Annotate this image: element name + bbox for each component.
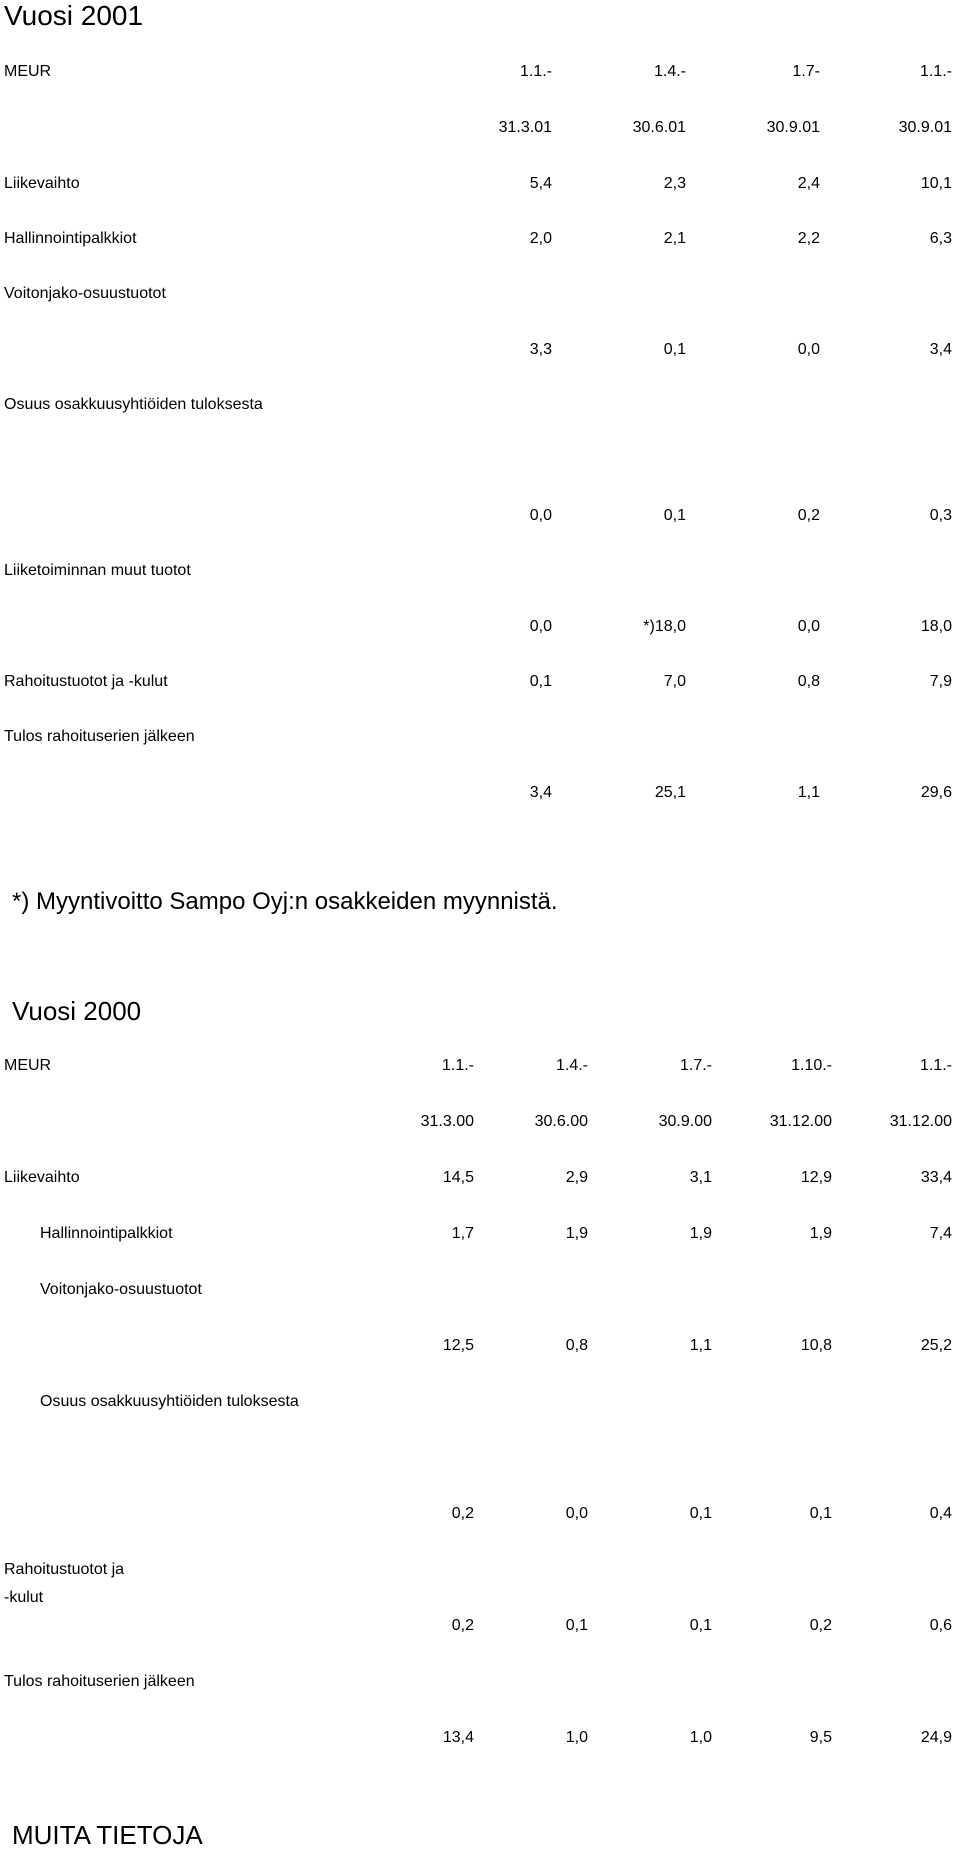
row-label-liikevaihto-2000: Liikevaihto bbox=[4, 1169, 80, 1186]
period-start-2000-q4: 1.10.- bbox=[791, 1057, 832, 1074]
row-label-tulos-2001: Tulos rahoituserien jälkeen bbox=[4, 728, 195, 745]
cell-liikevaihto-2001-ytd: 10,1 bbox=[920, 175, 952, 192]
cell-voitonjako-2000-ytd: 25,2 bbox=[920, 1337, 952, 1354]
row-label-rahoitustuotot-2001: Rahoitustuotot ja -kulut bbox=[4, 673, 168, 690]
row-label-tulos-2000: Tulos rahoituserien jälkeen bbox=[4, 1673, 195, 1690]
cell-hallinnointipalkkiot-2001-ytd: 6,3 bbox=[929, 230, 952, 247]
unit-label-2000: MEUR bbox=[4, 1057, 52, 1074]
cell-osuus-osakkuus-2001-ytd: 0,3 bbox=[929, 507, 952, 524]
period-end-2001-q2: 30.6.01 bbox=[632, 119, 686, 136]
cell-rahoitustuotot-2000-ytd: 0,6 bbox=[929, 1617, 952, 1634]
cell-voitonjako-2001-q1: 3,3 bbox=[529, 341, 552, 358]
footnote-2001: *) Myyntivoitto Sampo Oyj:n osakkeiden myynnistä. bbox=[12, 888, 558, 915]
row-label-liiketoiminnan-muut-2001: Liiketoiminnan muut tuotot bbox=[4, 562, 191, 579]
cell-voitonjako-2001-q2: 0,1 bbox=[663, 341, 686, 358]
cell-hallinnointipalkkiot-2000-q4: 1,9 bbox=[809, 1225, 832, 1242]
cell-voitonjako-2001-q3: 0,0 bbox=[797, 341, 820, 358]
cell-voitonjako-2000-q4: 10,8 bbox=[800, 1337, 832, 1354]
cell-liikevaihto-2000-q1: 14,5 bbox=[442, 1169, 474, 1186]
cell-osuus-osakkuus-2000-q2: 0,0 bbox=[565, 1505, 588, 1522]
cell-rahoitustuotot-2001-ytd: 7,9 bbox=[929, 673, 952, 690]
cell-osuus-osakkuus-2000-ytd: 0,4 bbox=[929, 1505, 952, 1522]
cell-tulos-2001-ytd: 29,6 bbox=[920, 784, 952, 801]
row-label-rahoitustuotot-2000-line1: Rahoitustuotot ja bbox=[4, 1561, 125, 1578]
row-label-osuus-osakkuus-2000: Osuus osakkuusyhtiöiden tuloksesta bbox=[40, 1393, 299, 1410]
cell-hallinnointipalkkiot-2000-q3: 1,9 bbox=[689, 1225, 712, 1242]
cell-tulos-2000-q3: 1,0 bbox=[689, 1729, 712, 1746]
period-end-2001-q1: 31.3.01 bbox=[498, 119, 552, 136]
row-label-voitonjako-2001: Voitonjako-osuustuotot bbox=[4, 285, 166, 302]
cell-liikevaihto-2000-q4: 12,9 bbox=[800, 1169, 832, 1186]
row-label-osuus-osakkuus-2001: Osuus osakkuusyhtiöiden tuloksesta bbox=[4, 396, 263, 413]
row-label-voitonjako-2000: Voitonjako-osuustuotot bbox=[40, 1281, 202, 1298]
cell-liikevaihto-2001-q1: 5,4 bbox=[529, 175, 552, 192]
cell-liiketoiminnan-muut-2001-q3: 0,0 bbox=[797, 618, 820, 635]
cell-rahoitustuotot-2001-q1: 0,1 bbox=[529, 673, 552, 690]
row-label-hallinnointipalkkiot-2000: Hallinnointipalkkiot bbox=[40, 1225, 173, 1242]
cell-voitonjako-2000-q1: 12,5 bbox=[442, 1337, 474, 1354]
unit-label-2001: MEUR bbox=[4, 63, 52, 80]
cell-tulos-2001-q1: 3,4 bbox=[529, 784, 552, 801]
period-start-2001-ytd: 1.1.- bbox=[919, 63, 952, 80]
period-end-2000-q1: 31.3.00 bbox=[420, 1113, 474, 1130]
period-start-2001-q2: 1.4.- bbox=[653, 63, 686, 80]
period-start-2000-q3: 1.7.- bbox=[679, 1057, 712, 1074]
cell-tulos-2000-q2: 1,0 bbox=[565, 1729, 588, 1746]
period-end-2000-q2: 30.6.00 bbox=[534, 1113, 588, 1130]
cell-liiketoiminnan-muut-2001-q1: 0,0 bbox=[529, 618, 552, 635]
cell-osuus-osakkuus-2001-q1: 0,0 bbox=[529, 507, 552, 524]
period-end-2000-q3: 30.9.00 bbox=[658, 1113, 712, 1130]
period-start-2001-q3: 1.7- bbox=[792, 63, 820, 80]
cell-liiketoiminnan-muut-2001-q2: *)18,0 bbox=[643, 618, 686, 635]
section-title-muita-tietoja: MUITA TIETOJA bbox=[12, 1820, 203, 1850]
row-label-rahoitustuotot-2000-line2: -kulut bbox=[4, 1589, 44, 1606]
cell-voitonjako-2000-q2: 0,8 bbox=[565, 1337, 588, 1354]
period-start-2000-q1: 1.1.- bbox=[441, 1057, 474, 1074]
cell-tulos-2001-q2: 25,1 bbox=[654, 784, 686, 801]
cell-liikevaihto-2001-q2: 2,3 bbox=[663, 175, 686, 192]
cell-liiketoiminnan-muut-2001-ytd: 18,0 bbox=[920, 618, 952, 635]
cell-tulos-2000-q1: 13,4 bbox=[442, 1729, 474, 1746]
cell-osuus-osakkuus-2000-q3: 0,1 bbox=[689, 1505, 712, 1522]
cell-rahoitustuotot-2000-q1: 0,2 bbox=[451, 1617, 474, 1634]
period-end-2000-ytd: 31.12.00 bbox=[889, 1113, 952, 1130]
cell-liikevaihto-2000-ytd: 33,4 bbox=[920, 1169, 952, 1186]
cell-voitonjako-2000-q3: 1,1 bbox=[689, 1337, 712, 1354]
period-start-2001-q1: 1.1.- bbox=[519, 63, 552, 80]
period-end-2001-q3: 30.9.01 bbox=[766, 119, 820, 136]
cell-hallinnointipalkkiot-2000-q2: 1,9 bbox=[565, 1225, 588, 1242]
cell-rahoitustuotot-2000-q2: 0,1 bbox=[565, 1617, 588, 1634]
cell-hallinnointipalkkiot-2000-q1: 1,7 bbox=[451, 1225, 474, 1242]
row-label-liikevaihto-2001: Liikevaihto bbox=[4, 175, 80, 192]
cell-rahoitustuotot-2000-q4: 0,2 bbox=[809, 1617, 832, 1634]
cell-osuus-osakkuus-2000-q4: 0,1 bbox=[809, 1505, 832, 1522]
cell-hallinnointipalkkiot-2001-q1: 2,0 bbox=[529, 230, 552, 247]
cell-osuus-osakkuus-2001-q3: 0,2 bbox=[797, 507, 820, 524]
cell-osuus-osakkuus-2000-q1: 0,2 bbox=[451, 1505, 474, 1522]
cell-tulos-2000-q4: 9,5 bbox=[809, 1729, 832, 1746]
cell-hallinnointipalkkiot-2001-q2: 2,1 bbox=[663, 230, 686, 247]
period-start-2000-q2: 1.4.- bbox=[555, 1057, 588, 1074]
cell-tulos-2001-q3: 1,1 bbox=[797, 784, 820, 801]
cell-rahoitustuotot-2001-q3: 0,8 bbox=[797, 673, 820, 690]
cell-rahoitustuotot-2001-q2: 7,0 bbox=[663, 673, 686, 690]
cell-liikevaihto-2000-q2: 2,9 bbox=[565, 1169, 588, 1186]
cell-hallinnointipalkkiot-2001-q3: 2,2 bbox=[797, 230, 820, 247]
period-start-2000-ytd: 1.1.- bbox=[919, 1057, 952, 1074]
cell-osuus-osakkuus-2001-q2: 0,1 bbox=[663, 507, 686, 524]
period-end-2001-ytd: 30.9.01 bbox=[898, 119, 952, 136]
period-end-2000-q4: 31.12.00 bbox=[769, 1113, 832, 1130]
cell-tulos-2000-ytd: 24,9 bbox=[920, 1729, 952, 1746]
cell-liikevaihto-2000-q3: 3,1 bbox=[689, 1169, 712, 1186]
cell-hallinnointipalkkiot-2000-ytd: 7,4 bbox=[929, 1225, 952, 1242]
cell-rahoitustuotot-2000-q3: 0,1 bbox=[689, 1617, 712, 1634]
row-label-hallinnointipalkkiot-2001: Hallinnointipalkkiot bbox=[4, 230, 137, 247]
section-title-2000: Vuosi 2000 bbox=[12, 996, 142, 1026]
cell-voitonjako-2001-ytd: 3,4 bbox=[929, 341, 952, 358]
section-title-2001: Vuosi 2001 bbox=[4, 0, 144, 31]
cell-liikevaihto-2001-q3: 2,4 bbox=[797, 175, 820, 192]
